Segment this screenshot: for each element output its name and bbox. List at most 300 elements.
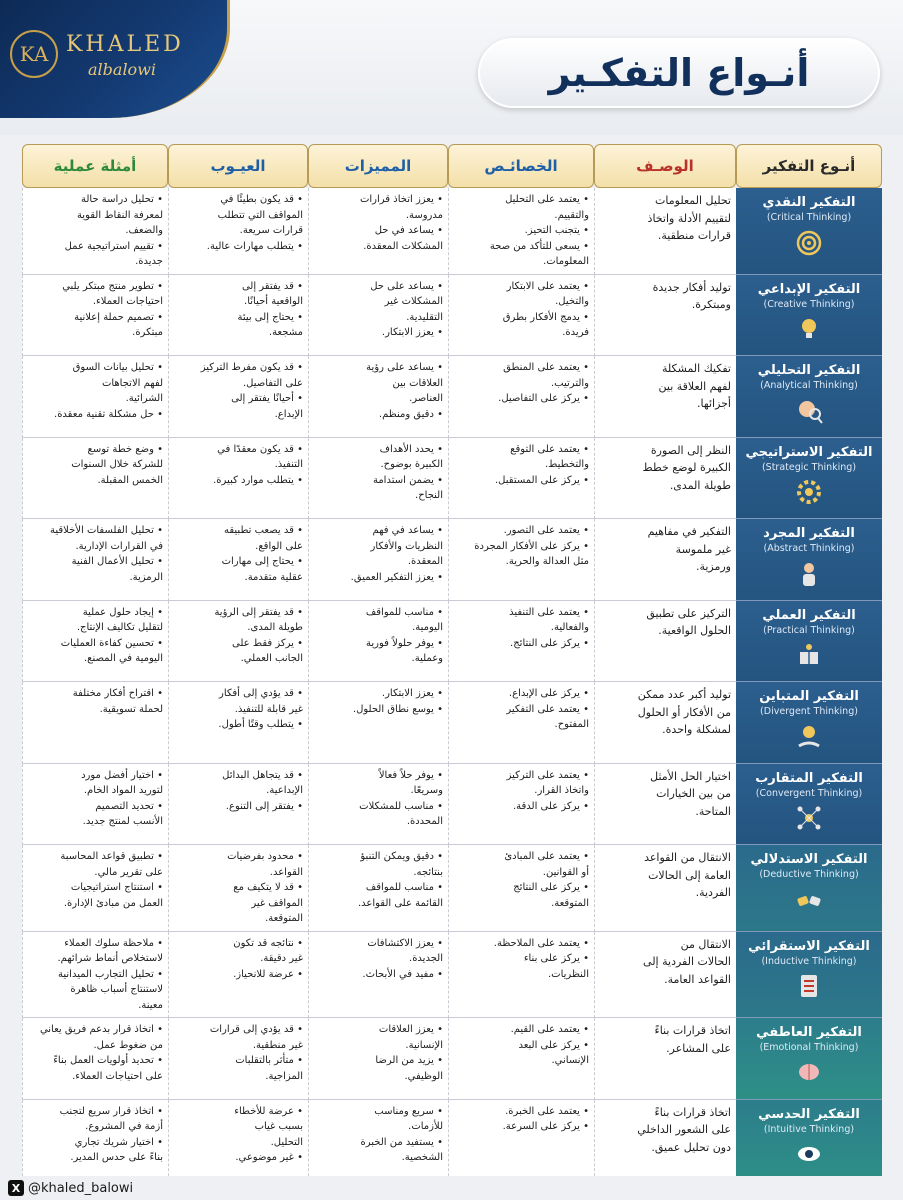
header-row [22,144,882,188]
characteristics-line: فريدة. [562,327,589,338]
table-row [22,932,882,1019]
handle-text: @khaled_balowi [28,1180,134,1196]
description-cell [594,682,736,764]
type-name-ar: التفكير الاستراتيجي [745,444,873,460]
advantages-cell [308,519,448,601]
type-name-ar: التفكير المتقارب [755,770,863,786]
type-name-ar: التفكير الاستدلالي [750,852,868,867]
characteristics-cell [448,932,594,1019]
examples-cell [22,438,168,520]
description-line: الفردية. [695,886,731,900]
examples-line: الخمس المقبلة. [97,474,163,486]
characteristics-line: • يعتمد على التصور. [503,525,589,536]
characteristics-line: المتوقعة. [551,897,589,909]
examples-line: • استنتاج استراتيجيات [70,882,163,893]
advantages-line: المعقدة. [407,556,443,567]
examples-line: • تطوير منتج مبتكر يلبي [62,280,163,292]
description-line: طويلة المدى. [669,478,731,492]
advantages-line: • يساعد على حل [370,280,443,292]
description-line: لمشكلة واحدة. [662,723,731,737]
examples-line: لاستنتاج أسباب ظاهرة [70,984,163,995]
characteristics-line: • يعتمد على التحليل [505,194,589,205]
type-cell [736,682,882,764]
characteristics-line: • يركز على التفاصيل. [498,393,589,404]
advantages-line: وسريعًا. [410,785,443,796]
header-type: أنـوع التفكير [736,144,882,188]
advantages-cell [308,356,448,438]
advantages-cell [308,275,448,357]
disadvantages-line: • نتائجه قد تكون [233,937,303,949]
description-line: الانتقال من القواعد [644,851,731,864]
table-row [22,188,882,275]
table-row [22,275,882,357]
disadvantages-line: • غير موضوعي. [235,1152,303,1163]
type-name-en: (Abstract Thinking) [763,543,855,555]
description-cell [594,1018,736,1100]
disadvantages-cell [168,764,308,846]
network-icon [794,803,824,833]
description-line: على المشاعر. [666,1041,731,1055]
type-cell [736,438,882,520]
examples-cell [22,845,168,932]
description-line: المتاحة. [695,804,731,818]
lightbulb-icon [794,314,824,344]
examples-line: • حل مشكلة تقنية معقدة. [54,408,163,420]
disadvantages-line: الإبداعية. [266,785,303,796]
type-cell [736,275,882,357]
examples-line: والضعف. [125,225,163,236]
brand-name: KHALED [66,32,184,57]
disadvantages-cell [168,1018,308,1100]
examples-line: لفهم الاتجاهات [101,377,163,389]
thinking-types-table [22,144,882,1181]
disadvantages-line: المزاجية. [265,1070,303,1082]
advantages-line: • يوفر حلاً فعالاً [378,769,443,781]
examples-line: • تحليل الأعمال الفنية [71,556,163,567]
disadvantages-line: التنفيذ. [274,459,303,470]
advantages-line: • يضمن استدامة [372,474,443,486]
type-name-en: (Divergent Thinking) [760,706,858,718]
type-name-en: (Practical Thinking) [763,624,855,636]
description-cell [594,438,736,520]
table-row [22,1100,882,1182]
type-name-ar: التفكير العملي [762,607,856,623]
characteristics-line: • يعتمد على الخبرة. [505,1105,589,1117]
disadvantages-line: غير منطقية. [252,1039,303,1051]
examples-line: • تحليل دراسة حالة [80,194,163,205]
characteristics-line: والترتيب. [551,377,589,389]
advantages-line: • يحدد الأهداف [379,443,443,455]
description-line: ومبتكرة. [691,298,731,312]
advantages-line: • دقيق ويمكن التنبؤ [360,851,443,862]
table-row [22,682,882,764]
disadvantages-line: المتوقعة. [265,913,303,924]
examples-cell [22,1100,168,1182]
description-line: اختيار الحل الأمثل [650,769,731,783]
type-name-en: (Convergent Thinking) [755,787,863,799]
page-title: أنـواع التفكـير [548,51,810,95]
disadvantages-line: • يحتاج إلى مهارات [221,556,303,567]
type-cell [736,764,882,846]
examples-line: • تحليل الفلسفات الأخلاقية [50,525,163,536]
type-name-ar: التفكير المجرد [763,526,855,541]
disadvantages-cell [168,682,308,764]
header-advantages: المميزات [308,144,448,188]
social-handle[interactable] [8,1178,133,1198]
description-line: ورمزية. [695,560,731,574]
characteristics-cell [448,438,594,520]
description-line: توليد أكبر عدد ممكن [637,688,731,701]
advantages-cell [308,188,448,275]
characteristics-line: واتخاذ القرار. [534,785,589,796]
advantages-line: وعملية. [411,653,443,664]
characteristics-line: • يتجنب التحيز. [524,225,589,236]
brand-banner [0,0,230,118]
type-cell [736,845,882,932]
advantages-line: • يساعد في حل [374,225,443,236]
characteristics-line: • يركز على البعد [518,1039,589,1051]
disadvantages-line: • قد يفتقر إلى [241,280,303,292]
disadvantages-line: على الواقع. [255,540,303,552]
examples-line: • ملاحظة سلوك العملاء [64,937,163,949]
examples-line: • تصميم حملة إعلانية [74,311,163,323]
description-line: من الأفكار أو الحلول [637,705,731,719]
type-cell [736,1100,882,1182]
description-line: لفهم العلاقة بين [658,379,731,393]
type-name-ar: التفكير الإبداعي [757,281,861,297]
disadvantages-line: • قد يكون بطيئًا في [220,194,303,205]
characteristics-line: أو القوانين. [542,866,589,878]
disadvantages-line: • قد لا يتكيف مع [233,882,303,893]
type-name-en: (Analytical Thinking) [760,380,858,392]
advantages-line: النظريات والأفكار [370,540,443,552]
advantages-cell [308,1100,448,1182]
characteristics-line: • يعتمد على التوقع [510,443,589,455]
advantages-line: • يساعد في فهم [372,525,443,536]
characteristics-line: • يركز على المستقبل. [495,474,589,486]
characteristics-line: المفتوح. [554,719,589,730]
characteristics-cell [448,601,594,683]
disadvantages-line: عقلية متقدمة. [244,571,303,583]
advantages-line: • مناسب للمواقف [365,882,443,893]
type-cell [736,932,882,1019]
characteristics-line: • يعتمد على الابتكار [506,280,589,292]
disadvantages-cell [168,188,308,275]
table-row [22,845,882,932]
examples-line: جديدة. [135,256,163,267]
characteristics-line: والفعالية. [550,622,589,633]
examples-line: لتقليل تكاليف الإنتاج. [76,622,163,633]
table-row [22,601,882,683]
characteristics-line: • يركز على السرعة. [502,1121,589,1132]
disadvantages-line: مشجعة. [268,327,303,338]
advantages-line: • يوفر حلولاً فورية [366,637,443,649]
advantages-line: التقليدية. [406,311,443,323]
examples-line: على احتياجات العملاء. [72,1070,163,1082]
characteristics-line: • يعتمد على المنطق [503,362,589,373]
advantages-line: المحددة. [406,816,443,827]
description-cell [594,1100,736,1182]
characteristics-cell [448,356,594,438]
disadvantages-line: الجانب العملي. [240,653,303,664]
disadvantages-cell [168,601,308,683]
type-name-en: (Intuitive Thinking) [763,1123,855,1135]
characteristics-line: • يركز على بناء [523,953,589,964]
disadvantages-line: • قد يؤدي إلى قرارات [209,1024,303,1035]
characteristics-line: • يركز على الدقة. [512,800,589,812]
idea-hand-icon [794,722,824,752]
characteristics-cell [448,845,594,932]
type-name-ar: التفكير العاطفي [756,1025,862,1040]
advantages-line: • يعزز اتخاذ قرارات [359,194,443,205]
disadvantages-line: • يركز فقط على [232,637,303,649]
header-characteristics: الخصائـص [448,144,594,188]
advantages-cell [308,601,448,683]
header-disadvantages: العيـوب [168,144,308,188]
thinking-types-table-wrapper [22,144,882,1181]
advantages-line: العناصر. [409,393,443,404]
advantages-line: • مفيد في الأبحاث. [362,968,443,980]
disadvantages-line: • يتطلب موارد كبيرة. [213,474,303,486]
description-line: تحليل المعلومات [655,194,731,207]
disadvantages-line: المواقف التي تتطلب [217,209,303,221]
description-cell [594,188,736,275]
examples-line: • وضع خطة توسع [87,443,163,455]
disadvantages-line: قرارات سريعة. [239,225,303,236]
advantages-cell [308,845,448,932]
description-line: توليد أفكار جديدة [652,280,731,294]
eye-icon [794,1139,824,1169]
examples-cell [22,682,168,764]
examples-line: بناءً على حدس المدير. [70,1152,163,1163]
examples-cell [22,519,168,601]
description-cell [594,601,736,683]
characteristics-cell [448,682,594,764]
type-name-ar: التفكير التحليلي [757,363,861,378]
advantages-line: اليومية. [412,622,443,633]
description-line: التفكير في مفاهيم [647,525,731,538]
disadvantages-line: • محدود بفرضيات [227,851,303,862]
description-line: الكبيرة لوضع خطط [642,461,731,475]
type-name-en: (Emotional Thinking) [759,1042,859,1054]
disadvantages-line: الإبداع. [274,408,303,420]
disadvantages-line: الواقعية أحيانًا. [244,296,303,307]
advantages-line: بنتائجه. [413,866,443,878]
type-cell [736,188,882,275]
disadvantages-line: طويلة المدى. [247,622,303,633]
description-line: العامة إلى الحالات [648,868,731,882]
header-description: الوصـف [594,144,736,188]
disadvantages-line: على التفاصيل. [243,377,303,389]
advantages-line: الوظيفي. [404,1070,443,1082]
examples-line: • اتخاذ قرار سريع لتجنب [59,1105,163,1117]
description-line: على الشعور الداخلي [637,1123,731,1137]
gear-trophy-icon [794,477,824,507]
disadvantages-line: • قد يفتقر إلى الرؤية [214,606,303,618]
disadvantages-line: المواقف غير [251,897,303,909]
characteristics-line: • يسعى للتأكد من صحة [489,240,589,252]
characteristics-line: • يعتمد على التركيز [506,769,589,781]
examples-line: في القرارات الإدارية. [75,540,163,552]
advantages-line: المشكلات غير [384,296,443,307]
disadvantages-line: • قد يكون معقدًا في [217,443,303,455]
description-line: النظر إلى الصورة [650,443,731,457]
characteristics-cell [448,1100,594,1182]
type-name-ar: التفكير المتباين [759,689,859,704]
examples-line: • تطبيق قواعد المحاسبة [60,851,163,862]
characteristics-line: والتخيل. [555,296,589,307]
advantages-line: • يوسع نطاق الحلول. [352,703,443,715]
description-cell [594,356,736,438]
book-icon [794,640,824,670]
characteristics-line: • يعتمد على التفكير [506,703,589,715]
advantages-cell [308,932,448,1019]
examples-line: • تحسين كفاءة العمليات [60,637,163,649]
disadvantages-cell [168,438,308,520]
disadvantages-cell [168,519,308,601]
characteristics-line: • يعتمد على التنفيذ [509,606,589,618]
advantages-line: المشكلات المعقدة. [363,240,443,252]
examples-line: • تقييم استراتيجية عمل [64,240,163,252]
table-row [22,1018,882,1100]
description-line: لتقييم الأدلة واتخاذ [647,211,731,225]
examples-line: الرمزية. [129,571,163,583]
examples-cell [22,601,168,683]
disadvantages-cell [168,1100,308,1182]
examples-line: معينة. [138,999,163,1011]
examples-line: احتياجات العملاء. [92,296,163,307]
examples-line: على تقرير مالي. [94,866,163,878]
type-name-en: (Creative Thinking) [763,298,855,310]
type-name-en: (Strategic Thinking) [761,461,857,473]
description-cell [594,845,736,932]
type-name-en: (Inductive Thinking) [761,955,857,967]
examples-line: الأنسب لمنتج جديد. [82,816,163,827]
disadvantages-cell [168,845,308,932]
examples-line: لمعرفة النقاط القوية [76,209,163,221]
examples-cell [22,1018,168,1100]
examples-line: للشركة خلال السنوات [71,459,163,470]
description-line: من بين الخيارات [656,787,731,801]
examples-cell [22,188,168,275]
advantages-line: • مناسب للمشكلات [359,800,443,812]
advantages-line: • يزيد من الرضا [375,1055,443,1066]
x-logo-icon: X [8,1180,24,1196]
examples-line: لتوريد المواد الخام. [83,785,163,796]
type-name-ar: التفكير الاستقرائي [748,938,870,954]
table-body [22,188,882,1181]
disadvantages-line: التحليل. [270,1136,303,1148]
disadvantages-line: • قد يتجاهل البدائل [222,769,303,781]
footer [0,1176,903,1200]
examples-line: من ضغوط عمل. [93,1039,163,1051]
characteristics-line: • يركز على النتائج [513,882,589,893]
handshake-icon [794,885,824,915]
examples-cell [22,275,168,357]
table-row [22,438,882,520]
description-line: الانتقال من [680,937,731,951]
advantages-line: العلاقات بين [392,377,443,389]
advantages-line: القائمة على القواعد. [357,897,443,909]
examples-line: لاستخلاص أنماط شرائهم. [57,953,163,964]
characteristics-line: والتخطيط. [544,459,589,470]
type-cell [736,356,882,438]
examples-line: • اختيار أفضل مورد [81,769,163,781]
examples-line: • تحديد أولويات العمل بناءً [53,1055,163,1066]
advantages-line: الكبيرة بوضوح. [380,459,443,470]
disadvantages-cell [168,356,308,438]
examples-line: • اتخاذ قرار بدعم فريق يعاني [39,1024,163,1035]
disadvantages-line: • أحيانًا يفتقر إلى [231,393,303,404]
advantages-line: • يعزز الابتكار. [381,688,443,699]
description-line: تفكيك المشكلة [662,362,731,375]
table-row [22,356,882,438]
advantages-cell [308,438,448,520]
type-name-en: (Deductive Thinking) [759,869,859,881]
examples-line: • تحليل التجارب الميدانية [58,968,163,980]
characteristics-line: والتقييم. [554,209,589,221]
type-cell [736,1018,882,1100]
disadvantages-cell [168,932,308,1019]
examples-line: • اختيار شريك تجاري [74,1136,163,1148]
table-row [22,519,882,601]
characteristics-cell [448,1018,594,1100]
type-cell [736,519,882,601]
characteristics-line: • يعتمد على القيم. [510,1024,589,1035]
examples-line: أزمة في المشروع. [85,1121,163,1132]
disadvantages-line: غير قابلة للتنفيذ. [234,703,303,715]
advantages-line: مدروسة. [405,209,443,221]
disadvantages-line: • قد يكون مفرط التركيز [200,362,303,373]
characteristics-cell [448,275,594,357]
checklist-icon [794,971,824,1001]
advantages-line: النجاح. [415,490,443,501]
type-name-en: (Critical Thinking) [766,212,852,224]
head-search-icon [794,396,824,426]
description-cell [594,519,736,601]
examples-line: اليومية في المصنع. [83,653,163,664]
disadvantages-line: غير دقيقة. [260,953,303,964]
advantages-line: للأزمات. [408,1121,443,1132]
characteristics-line: مثل العدالة والحرية. [505,556,589,567]
disadvantages-line: • متأثر بالتقلبات [235,1055,303,1066]
advantages-line: الشخصية. [401,1152,443,1163]
brand-subname: albalowi [88,60,156,79]
advantages-line: الجديدة. [409,953,443,964]
type-name-ar: التفكير الحدسي [758,1106,860,1122]
characteristics-line: • يعتمد على المبادئ [504,851,589,862]
advantages-line: • مناسب للمواقف [365,606,443,618]
target-icon [794,228,824,258]
examples-line: الشرائية. [125,393,163,404]
examples-line: مبتكرة. [132,327,163,338]
characteristics-line: النظريات. [548,968,589,980]
advantages-line: • يعزز التفكير العميق. [350,571,443,583]
characteristics-line: المعلومات. [543,256,589,267]
description-cell [594,275,736,357]
person-icon [794,559,824,589]
characteristics-line: • يركز على النتائج. [510,637,589,649]
advantages-cell [308,764,448,846]
advantages-line: • يعزز الاكتشافات [367,937,443,949]
disadvantages-line: • يتطلب مهارات عالية. [206,240,303,252]
examples-cell [22,764,168,846]
disadvantages-line: • يحتاج إلى بيئة [237,311,303,323]
description-line: الحلول الواقعية. [658,624,731,638]
title-pill [478,38,880,108]
advantages-line: • يعزز العلاقات [378,1024,443,1035]
description-line: أجزائها. [697,397,731,411]
